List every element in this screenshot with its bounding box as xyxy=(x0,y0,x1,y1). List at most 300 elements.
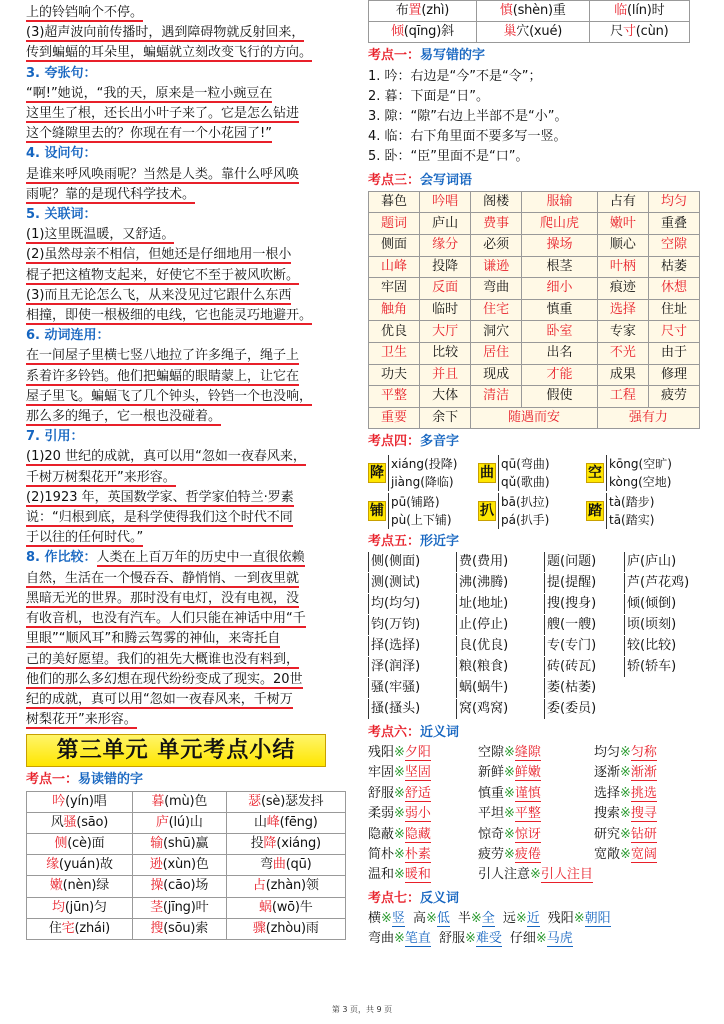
word-cell: 庐山 xyxy=(420,213,471,235)
similar-char: 庐(庐山) xyxy=(624,552,704,572)
text-line: (2)1923 年，英国数学家、哲学家伯特兰·罗素 xyxy=(26,489,294,505)
word-cell: 大厅 xyxy=(420,321,471,343)
word-cell: 牢固 xyxy=(369,278,420,300)
pinyin-part: (mù)色 xyxy=(164,793,208,809)
similar-char: 较(比较) xyxy=(624,636,704,656)
text-line: 自然，生活在一个慢吞吞、静悄悄、一到夜里就 xyxy=(26,570,300,586)
word-cell: 题词 xyxy=(369,213,420,235)
pinyin-part: (zhòu)雨 xyxy=(265,920,319,936)
similar-char: 轿(轿车) xyxy=(624,657,704,677)
target-char: 峰 xyxy=(266,814,280,830)
table-row xyxy=(369,364,700,386)
polyphone-char: 铺 xyxy=(370,502,384,519)
synonym-pair xyxy=(478,845,594,865)
reading: xiáng(投降) xyxy=(391,456,458,471)
similar-char: 址(地址) xyxy=(456,594,544,614)
synonym-pair xyxy=(368,825,478,845)
table-cell xyxy=(226,897,345,918)
antonym-pair xyxy=(413,911,450,926)
target-char: 曲 xyxy=(272,857,286,873)
list-item: 3. 隙：“隙”右边上半部不是“小”。 xyxy=(368,109,568,125)
pinyin-part: (xùn)色 xyxy=(162,857,209,873)
pinyin-part: (sè)瑟发抖 xyxy=(260,793,324,809)
similar-char: 沸(沸腾) xyxy=(456,573,544,593)
table-cell xyxy=(226,918,345,939)
section-title: 反义词 xyxy=(420,890,460,906)
word: 选择 xyxy=(594,785,621,801)
similar-char: 良(优良) xyxy=(456,636,544,656)
text-line: (3)超声波向前传播时，遇到障碍物就反射回来， xyxy=(26,25,305,41)
text-line: 里眼”“顺风耳”和腾云驾雾的神仙，来寄托自 xyxy=(26,631,281,647)
table-row xyxy=(369,321,700,343)
separator: ※ xyxy=(504,806,515,822)
reading: bā(扒拉) xyxy=(501,494,550,509)
section-heading xyxy=(368,46,704,66)
target-char: 瑟 xyxy=(248,793,261,809)
table-cell xyxy=(27,833,133,854)
pinyin-part: (shū)赢 xyxy=(163,835,209,851)
antonym: 近 xyxy=(526,911,540,927)
heading-verb-series: 6. 动词连用： xyxy=(26,328,110,344)
polyphone-item xyxy=(368,493,478,529)
word-cell: 弯曲 xyxy=(471,278,522,300)
separator: ※ xyxy=(504,847,515,862)
table-row xyxy=(369,386,700,408)
similar-char: 均(均匀) xyxy=(368,594,456,614)
antonym-pair xyxy=(510,931,573,946)
word-part: 尺 xyxy=(610,24,623,40)
pinyin-part: (wō)牛 xyxy=(271,899,313,915)
text-line: (1)这里既温暖，又舒适。 xyxy=(26,227,175,243)
table-cell xyxy=(589,1,689,22)
separator: ※ xyxy=(394,765,405,781)
list-item: 2. 暮：下面是“日”。 xyxy=(368,88,490,104)
similar-char: 提(提醒) xyxy=(544,573,624,593)
word: 引人注意 xyxy=(478,867,531,883)
synonym-pair xyxy=(478,784,594,804)
polyphone-char: 空 xyxy=(588,464,602,481)
word-cell: 选择 xyxy=(597,299,648,321)
word: 疲劳 xyxy=(478,847,505,862)
pinyin-brace xyxy=(388,455,457,491)
target-char: 吟 xyxy=(52,793,66,809)
section-label: 考点三： xyxy=(368,172,421,188)
word-cell: 成果 xyxy=(597,364,648,386)
antonym: 难受 xyxy=(475,931,502,947)
target-char: 暮 xyxy=(151,793,165,809)
word-cell: 现成 xyxy=(471,364,522,386)
word-cell: 占有 xyxy=(597,191,648,213)
polyphone-char: 扒 xyxy=(480,502,494,519)
word-cell: 由于 xyxy=(648,342,699,364)
reading: tà(踏步) xyxy=(609,494,655,509)
target-char: 缘 xyxy=(46,857,59,873)
section-heading xyxy=(368,532,704,552)
target-char: 骤 xyxy=(252,920,266,936)
synonym-pair xyxy=(368,763,478,783)
table-row xyxy=(369,191,700,213)
section-heading xyxy=(368,432,704,452)
word-cell: 服输 xyxy=(522,191,598,213)
target-char: 侧 xyxy=(54,835,68,851)
section-label: 考点五： xyxy=(368,533,421,549)
word-cell: 暮色 xyxy=(369,191,420,213)
similar-char: 艘(一艘) xyxy=(544,615,624,635)
table-cell xyxy=(226,855,345,876)
pinyin-part: (jīng)叶 xyxy=(162,899,209,915)
separator: ※ xyxy=(530,867,541,883)
table-row xyxy=(27,791,346,812)
pinyin-part: (zhái) xyxy=(74,920,111,936)
synonym: 疲倦 xyxy=(514,847,541,862)
reading: jiàng(降临) xyxy=(391,474,454,489)
similar-char: 止(停止) xyxy=(456,615,544,635)
word-cell: 住宅 xyxy=(471,299,522,321)
similar-char: 钧(万钧) xyxy=(368,615,456,635)
target-char: 慎 xyxy=(499,3,513,18)
synonym: 宽阔 xyxy=(630,847,657,862)
pinyin-part: (xiáng) xyxy=(276,835,321,851)
text-line: 传到蝙蝠的耳朵里，蝙蝠就立刻改变飞行的方向。 xyxy=(26,45,313,61)
pinyin-part: (jūn)匀 xyxy=(64,899,107,915)
antonym: 全 xyxy=(481,911,495,927)
synonym-pair xyxy=(368,845,478,865)
antonym-pair xyxy=(439,931,502,946)
synonym-pair xyxy=(594,763,704,783)
word-cell: 顺心 xyxy=(597,235,648,257)
similar-char: 萎(枯萎) xyxy=(544,678,624,698)
table-cell xyxy=(369,1,477,22)
word-cell: 嫩叶 xyxy=(597,213,648,235)
word-cell: 枯萎 xyxy=(648,256,699,278)
antonym: 低 xyxy=(436,911,450,927)
word: 慎重 xyxy=(478,785,505,801)
word-part: 弯 xyxy=(260,857,273,873)
word: 新鲜 xyxy=(478,765,505,781)
target-char: 巢 xyxy=(503,24,517,40)
synonym: 隐藏 xyxy=(404,826,431,842)
table-row xyxy=(369,213,700,235)
section-title: 易写错的字 xyxy=(420,48,486,64)
word: 舒服 xyxy=(438,931,465,947)
table-cell xyxy=(27,918,133,939)
synonym: 引人注目 xyxy=(540,867,593,883)
antonyms-row xyxy=(368,909,704,929)
section-title: 多音字 xyxy=(420,434,460,450)
word: 平坦 xyxy=(478,806,505,822)
pinyin-part: (lú)山 xyxy=(168,814,203,830)
text-line: 雨呢？靠的是现代科学技术。 xyxy=(26,186,196,202)
polyphone-item xyxy=(368,455,478,491)
separator: ※ xyxy=(535,931,547,947)
separator: ※ xyxy=(504,765,515,781)
synonym: 弱小 xyxy=(404,806,431,822)
table-row xyxy=(27,897,346,918)
table-cell xyxy=(589,22,689,43)
text-line: 黑暗无光的世界。那时没有电灯，没有电视，没 xyxy=(26,590,300,606)
table-row xyxy=(27,855,346,876)
heading-conjunctions: 5. 关联词： xyxy=(26,207,97,223)
heading-comparison: 8. 作比较： xyxy=(26,550,97,566)
target-char: 茎 xyxy=(150,899,163,915)
synonym-pair xyxy=(478,865,594,885)
text-line: 说：“归根到底，是科学使得我们这个时代不同 xyxy=(26,510,293,526)
target-char: 蜗 xyxy=(259,899,272,915)
text-line: 人类在上百万年的历史中一直很依赖 xyxy=(96,550,305,566)
text-line: 树梨花开”来形容。 xyxy=(26,712,137,728)
table-cell xyxy=(226,812,345,833)
table-row xyxy=(369,22,690,43)
separator: ※ xyxy=(394,931,405,947)
text-line: 系着许多铃铛。他们把蝙蝠的眼睛蒙上，让它在 xyxy=(26,368,300,384)
word-cell: 强有力 xyxy=(597,407,699,429)
antonym-pair xyxy=(458,911,495,926)
target-char: 寸 xyxy=(622,24,636,40)
word-cell: 根茎 xyxy=(522,256,598,278)
target-char: 置 xyxy=(408,3,422,18)
word: 宽敞 xyxy=(594,847,621,862)
word-cell: 反面 xyxy=(420,278,471,300)
synonym-pair xyxy=(594,825,704,845)
word: 横 xyxy=(368,911,382,927)
right-column xyxy=(368,0,704,949)
similar-char: 搜(搜身) xyxy=(544,594,624,614)
word-cell: 余下 xyxy=(420,407,471,429)
word: 温和 xyxy=(368,867,395,883)
synonym-pair xyxy=(478,743,594,763)
target-char: 嫩 xyxy=(49,878,63,894)
section-label: 考点七： xyxy=(368,890,421,906)
table-row xyxy=(369,278,700,300)
word: 隐蔽 xyxy=(368,826,395,842)
similar-char: 骚(牢骚) xyxy=(368,678,456,698)
antonym-pair xyxy=(503,911,540,926)
word-cell: 大体 xyxy=(420,386,471,408)
word-cell: 休想 xyxy=(648,278,699,300)
section-label: 考点四： xyxy=(368,434,421,450)
similar-char: 搔(搔头) xyxy=(368,699,456,719)
section-title: 会写词语 xyxy=(420,172,473,188)
separator: ※ xyxy=(381,911,392,927)
word-cell: 洞穴 xyxy=(471,321,522,343)
reading: qǔ(歌曲) xyxy=(501,474,550,489)
synonym: 舒适 xyxy=(404,785,431,801)
antonym: 竖 xyxy=(391,911,405,927)
text-line: (2)虽然母亲不相信，但她还是仔细地用一根小 xyxy=(26,247,292,263)
table-cell xyxy=(132,897,226,918)
word: 柔弱 xyxy=(368,806,395,822)
separator: ※ xyxy=(573,911,585,927)
pinyin-brace xyxy=(606,455,672,491)
reading: qū(弯曲) xyxy=(501,456,550,471)
antonym-pair xyxy=(548,911,611,926)
word-cell: 出名 xyxy=(522,342,598,364)
reading: kòng(空地) xyxy=(609,474,672,489)
separator: ※ xyxy=(620,806,631,822)
word: 仔细 xyxy=(509,931,536,947)
text-line: 纪的成就，真可以用“忽如一夜春风来，千树万 xyxy=(26,691,293,707)
word-cell: 并且 xyxy=(420,364,471,386)
separator: ※ xyxy=(394,806,405,822)
polyphone-grid xyxy=(368,455,704,529)
synonym: 钻研 xyxy=(630,826,657,842)
synonym-pair xyxy=(594,784,704,804)
section-label: 考点一： xyxy=(368,48,421,64)
similar-char: 倾(倾倒) xyxy=(624,594,704,614)
pinyin-part: (cùn) xyxy=(635,24,669,40)
table-cell xyxy=(226,791,345,812)
table-row xyxy=(369,299,700,321)
word: 搜索 xyxy=(594,806,621,822)
pinyin-brace xyxy=(606,493,654,529)
table-row xyxy=(369,407,700,429)
table-cell xyxy=(476,22,589,43)
text-line: 屋子里飞。蝙蝠飞了几个钟头，铃铛一个也没响， xyxy=(26,388,313,404)
separator: ※ xyxy=(504,744,515,760)
similar-char: 蜗(蜗牛) xyxy=(456,678,544,698)
list-item: 1. 吟：右边是“今”不是“令”； xyxy=(368,68,542,84)
section-heading xyxy=(26,770,364,790)
pinyin-part: (sāo) xyxy=(76,814,109,830)
similar-char: 顷(顷刻) xyxy=(624,615,704,635)
synonym-pair xyxy=(368,865,478,885)
table-cell xyxy=(476,1,589,22)
table-cell xyxy=(132,833,226,854)
target-char: 均 xyxy=(52,899,65,915)
separator: ※ xyxy=(425,911,437,927)
word: 残阳 xyxy=(368,744,395,760)
target-char: 操 xyxy=(150,878,164,894)
target-char: 骚 xyxy=(63,814,77,830)
word: 舒服 xyxy=(368,785,395,801)
pinyin-part: (sōu)索 xyxy=(163,920,209,936)
pinyin-part: (qīng)斜 xyxy=(403,24,454,40)
word-cell: 缘分 xyxy=(420,235,471,257)
pinyin-part: (lín)时 xyxy=(627,3,665,18)
target-char: 降 xyxy=(263,835,277,851)
antonyms-row xyxy=(368,929,704,949)
similar-char: 委(委员) xyxy=(544,699,624,719)
text-line: 于以往的任何时代。” xyxy=(26,530,144,546)
antonym: 朝阳 xyxy=(584,911,611,927)
word-cell: 尺寸 xyxy=(648,321,699,343)
word-cell: 空隙 xyxy=(648,235,699,257)
separator: ※ xyxy=(394,867,405,883)
separator: ※ xyxy=(394,847,405,862)
similar-char xyxy=(624,699,704,719)
separator: ※ xyxy=(620,785,631,801)
table-cell xyxy=(226,833,345,854)
word-cell: 叶柄 xyxy=(597,256,648,278)
word-cell: 重叠 xyxy=(648,213,699,235)
pinyin-part: (shèn)重 xyxy=(512,3,566,18)
table-cell xyxy=(132,812,226,833)
reading: pū(铺路) xyxy=(391,494,440,509)
table-row xyxy=(27,812,346,833)
word-cell: 优良 xyxy=(369,321,420,343)
text-line: 己的美好愿望。我们的祖先大概谁也没有料到， xyxy=(26,651,300,667)
word-part: 山 xyxy=(253,814,267,830)
separator: ※ xyxy=(394,826,405,842)
antonym: 马虎 xyxy=(546,931,573,947)
pinyin-part: (cāo)场 xyxy=(163,878,209,894)
read-chars-table xyxy=(26,791,346,940)
word-cell: 假使 xyxy=(522,386,598,408)
text-line: “啊!”她说，“我的天，原来是一粒小豌豆在 xyxy=(26,85,273,101)
heading-quotation: 7. 引用： xyxy=(26,429,84,445)
synonym-pair xyxy=(368,804,478,824)
text-line: (3)而且无论怎么飞，从来没见过它跟什么东西 xyxy=(26,287,292,303)
table-row xyxy=(27,876,346,897)
table-cell xyxy=(132,791,226,812)
synonym: 匀称 xyxy=(630,744,657,760)
table-cell xyxy=(132,855,226,876)
word: 惊奇 xyxy=(478,826,505,842)
list-item: 4. 临：右下角里面不要多写一竖。 xyxy=(368,129,567,145)
polyphone-item xyxy=(478,455,586,491)
word: 空隙 xyxy=(478,744,505,760)
section-label: 考点一： xyxy=(26,772,79,788)
word-cell: 居住 xyxy=(471,342,522,364)
word-cell: 重要 xyxy=(369,407,420,429)
word-cell: 吟唱 xyxy=(420,191,471,213)
section-heading xyxy=(368,889,704,909)
table-cell xyxy=(132,876,226,897)
similar-char: 题(问题) xyxy=(544,552,624,572)
similar-char: 窝(鸡窝) xyxy=(456,699,544,719)
table-row xyxy=(369,256,700,278)
word: 半 xyxy=(457,911,471,927)
table-cell xyxy=(27,876,133,897)
word-cell: 痕迹 xyxy=(597,278,648,300)
word-part: 住 xyxy=(48,920,62,936)
word-cell: 清洁 xyxy=(471,386,522,408)
table-row xyxy=(369,342,700,364)
table-cell xyxy=(27,855,133,876)
pinyin-part: (yín)唱 xyxy=(65,793,107,809)
separator: ※ xyxy=(464,931,476,947)
word-cell: 才能 xyxy=(522,364,598,386)
word-cell: 必须 xyxy=(471,235,522,257)
table-row xyxy=(27,833,346,854)
word-cell: 功夫 xyxy=(369,364,420,386)
similar-char xyxy=(624,678,704,698)
similar-char: 测(测试) xyxy=(368,573,456,593)
table-cell xyxy=(27,897,133,918)
synonym: 鲜嫩 xyxy=(514,765,541,781)
synonym-pair xyxy=(478,804,594,824)
target-char: 宅 xyxy=(61,920,75,936)
pinyin-part: (yuán)故 xyxy=(58,857,113,873)
synonym: 缝隙 xyxy=(514,744,541,760)
page-footer: 第 3 页，共 9 页 xyxy=(331,1005,393,1014)
word-part: 投 xyxy=(250,835,264,851)
table-cell xyxy=(27,812,133,833)
separator: ※ xyxy=(620,826,631,842)
pinyin-brace xyxy=(498,455,550,491)
text-line: 相撞，即使一根极细的电线，它也能灵巧地避开。 xyxy=(26,308,313,324)
text-line: 这个缝隙里去的？你现在有一个小花园了!” xyxy=(26,126,272,142)
reading: pù(上下铺) xyxy=(391,512,452,527)
synonym-pair xyxy=(478,825,594,845)
synonyms-grid xyxy=(368,743,704,886)
polyphone-char: 曲 xyxy=(480,464,494,481)
polyphone-item xyxy=(478,493,586,529)
table-cell xyxy=(226,876,345,897)
word-cell: 慎重 xyxy=(522,299,598,321)
target-char: 逊 xyxy=(149,857,163,873)
synonym: 平整 xyxy=(514,806,541,822)
